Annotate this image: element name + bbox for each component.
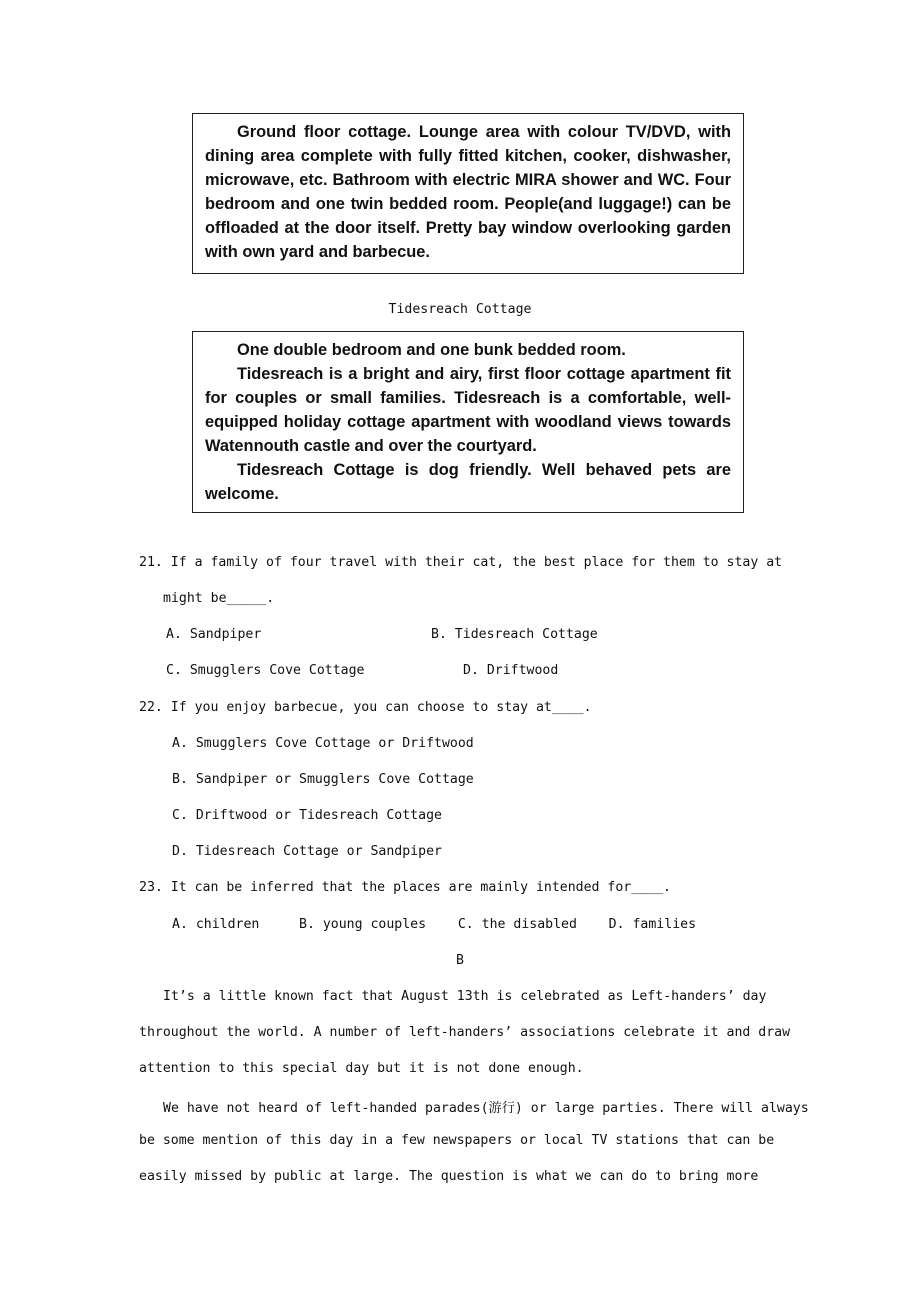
q21-option-a: A. Sandpiper — [166, 627, 262, 642]
q22-option-a: A. Smugglers Cove Cottage or Driftwood — [172, 736, 474, 751]
question-22: 22. If you enjoy barbecue, you can choose to stay at____. — [139, 700, 592, 715]
tidesreach-paragraph-1: One double bedroom and one bunk bedded room. — [237, 341, 626, 359]
q23-options: A. children B. young couples C. the disabled D. families — [172, 917, 697, 932]
q21-option-b: B. Tidesreach Cottage — [431, 627, 598, 642]
tidesreach-paragraph-3: Tidesreach Cottage is dog friendly. Well behaved pets are welcome. — [205, 461, 731, 503]
q22-option-c: C. Driftwood or Tidesreach Cottage — [172, 808, 442, 823]
passage-line-4: We have not heard of left-handed parades(游行) or large parties. There will always — [163, 1101, 809, 1116]
cottage-description-box — [192, 113, 744, 274]
passage-line-3: attention to this special day but it is not done enough. — [139, 1061, 584, 1076]
q21-option-d: D. Driftwood — [463, 663, 559, 678]
passage-line-1: It’s a little known fact that August 13th is celebrated as Left-handers’ day — [163, 989, 767, 1004]
tidesreach-paragraph-2: Tidesreach is a bright and airy, first floor cottage apartment fit for couples or small families. Tidesreach is a comfortable, well-equipped holiday cottage apartment with woodland views towards Watennouth castle and over the courtyard. — [205, 365, 731, 455]
passage-line-6: easily missed by public at large. The question is what we can do to bring more — [139, 1169, 759, 1184]
q21-option-c: C. Smugglers Cove Cottage — [166, 663, 365, 678]
tidesreach-description-box — [192, 331, 744, 513]
cottage-caption: Tidesreach Cottage — [388, 302, 532, 317]
passage-line-2: throughout the world. A number of left-handers’ associations celebrate it and draw — [139, 1025, 791, 1040]
passage-line-5: be some mention of this day in a few newspapers or local TV stations that can be — [139, 1133, 775, 1148]
q22-option-b: B. Sandpiper or Smugglers Cove Cottage — [172, 772, 474, 787]
cottage-description-text: Ground floor cottage. Lounge area with colour TV/DVD, with dining area complete with fully fitted kitchen, cooker, dishwasher, microwave, etc. Bathroom with electric MIRA shower and WC. Four bedroom and one twin bedded room. People(and luggage!) can be offloaded at the door itself. Pretty bay window overlooking garden with own yard and barbecue. — [205, 123, 731, 261]
question-21: 21. If a family of four travel with their cat, the best place for them to stay at — [139, 555, 783, 570]
section-b-heading: B — [456, 953, 464, 968]
question-21-continued: might be_____. — [163, 591, 275, 606]
question-23: 23. It can be inferred that the places are mainly intended for____. — [139, 880, 671, 895]
q22-option-d: D. Tidesreach Cottage or Sandpiper — [172, 844, 442, 859]
